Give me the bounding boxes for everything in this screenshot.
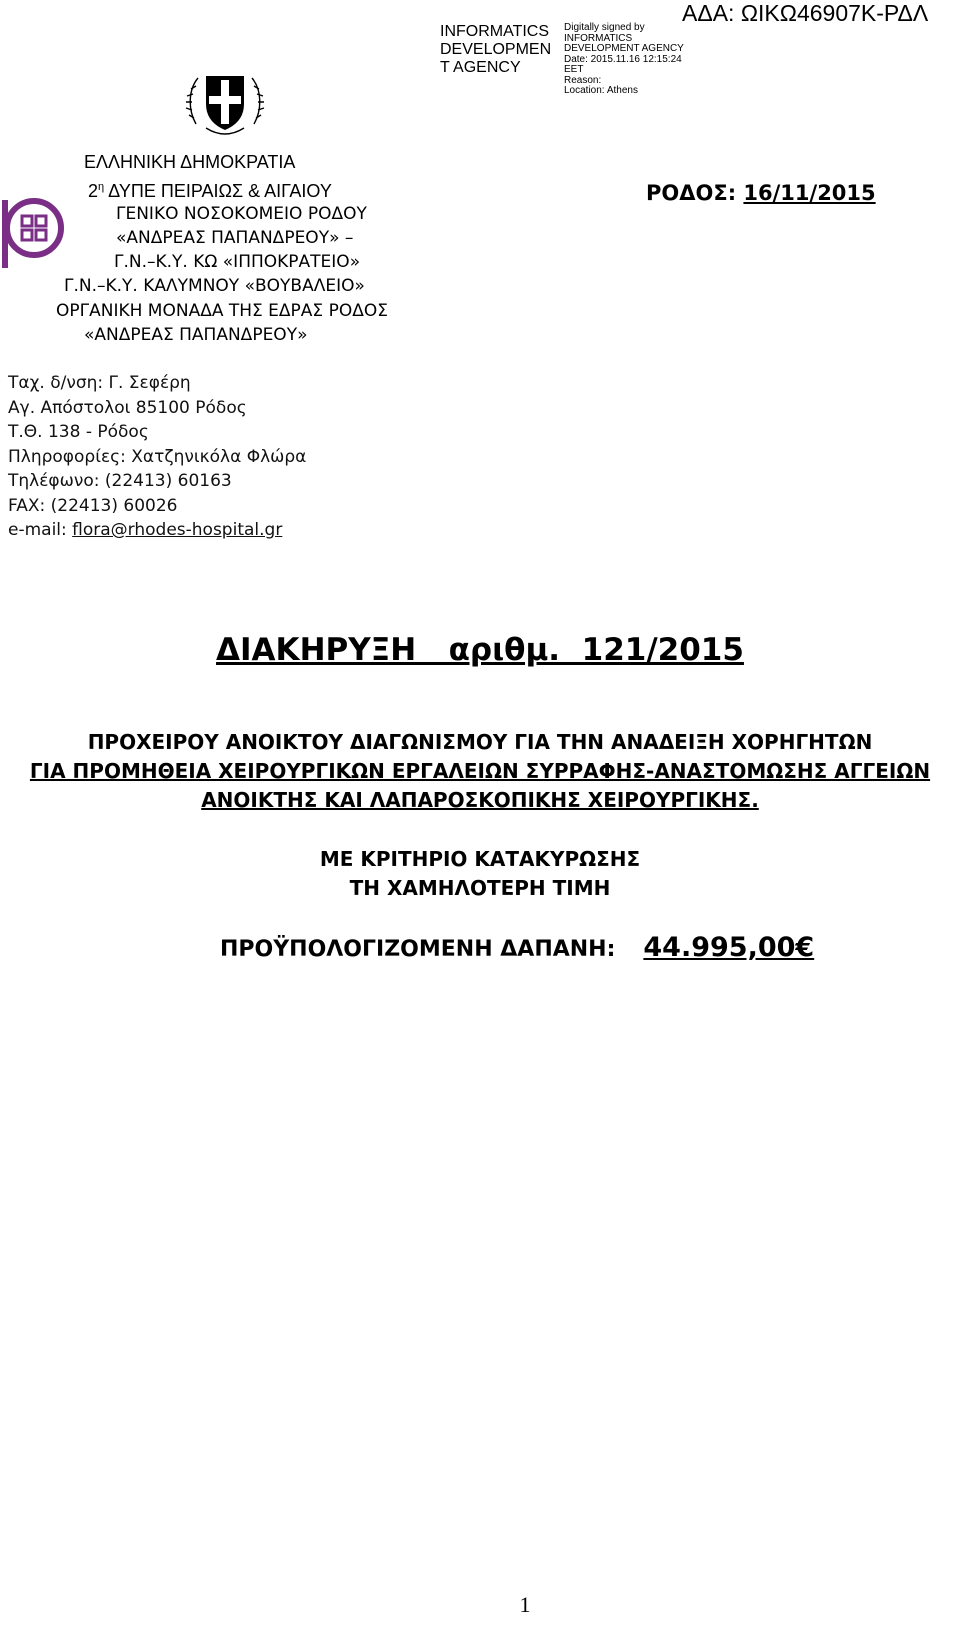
budget-line xyxy=(220,932,814,963)
page-number: 1 xyxy=(519,1592,531,1617)
contact-fax: FAX: (22413) 60026 xyxy=(8,495,178,516)
header-hospital-name-2: «ΑΝΔΡΕΑΣ ΠΑΠΑΝΔΡΕΟΥ» – xyxy=(116,228,354,248)
header-kalymnos-unit: Γ.Ν.–Κ.Υ. ΚΑΛΥΜΝΟΥ «ΒΟΥΒΑΛΕΙΟ» xyxy=(64,276,365,296)
signature-detail-line: DEVELOPMENT AGENCY xyxy=(564,43,684,54)
budget-amount: 44.995,00€ xyxy=(643,932,815,963)
signature-detail-line: Location: Athens xyxy=(564,85,638,96)
place-date xyxy=(646,181,876,205)
document-title: ΔΙΑΚΗΡΥΞΗ αριθμ. 121/2015 xyxy=(216,632,744,668)
contact-block xyxy=(8,371,306,543)
contact-info: Πληροφορίες: Χατζηνικόλα Φλώρα xyxy=(8,446,307,467)
signer-agency-line: DEVELOPMEN xyxy=(440,41,552,58)
header-republic: ΕΛΛΗΝΙΚΗ ΔΗΜΟΚΡΑΤΙΑ xyxy=(84,152,296,172)
signature-detail-line: Reason: xyxy=(564,74,602,86)
signature-detail-line: INFORMATICS xyxy=(564,32,633,44)
tender-subject xyxy=(0,728,960,815)
budget-label: ΠΡΟΫΠΟΛΟΓΙΖΟΜΕΝΗ ΔΑΠΑΝΗ: xyxy=(220,937,616,962)
subject-line: ΓΙΑ ΠΡΟΜΗΘΕΙΑ ΧΕΙΡΟΥΡΓΙΚΩΝ ΕΡΓΑΛΕΙΩΝ ΣΥΡΡΑΦΗΣ-ΑΝΑΣΤΟΜΩΣΗΣ ΑΓΓΕΙΩΝ xyxy=(29,759,931,783)
document-date: 16/11/2015 xyxy=(743,181,876,205)
contact-email-row xyxy=(8,518,306,543)
signer-agency-line: T AGENCY xyxy=(440,59,521,76)
greek-emblem-icon xyxy=(184,62,266,144)
signature-detail-line: Digitally signed by xyxy=(564,22,645,33)
header-kos-unit: Γ.Ν.–Κ.Υ. ΚΩ «ΙΠΠΟΚΡΑΤΕΙΟ» xyxy=(114,252,361,272)
header-region-number: 2 xyxy=(88,181,99,201)
header-region-name: ΔΥΠΕ ΠΕΙΡΑΙΩΣ & ΑΙΓΑΙΟΥ xyxy=(104,181,332,201)
place-label: ΡΟΔΟΣ: xyxy=(646,181,744,205)
contact-pobox: Τ.Θ. 138 - Ρόδος xyxy=(8,422,149,442)
signer-agency xyxy=(440,23,560,77)
header-organic-unit: ΟΡΓΑΝΙΚΗ ΜΟΝΑΔΑ ΤΗΣ ΕΔΡΑΣ ΡΟΔΟΣ xyxy=(56,301,388,321)
header-region-ordinal: η xyxy=(98,181,105,193)
digital-signature-details xyxy=(564,23,714,97)
contact-address: Ταχ. δ/νση: Γ. Σεφέρη xyxy=(8,373,191,393)
criteria-line: ΜΕ ΚΡΙΤΗΡΙΟ ΚΑΤΑΚΥΡΩΣΗΣ xyxy=(319,847,641,871)
contact-email-label: e-mail: xyxy=(8,520,73,540)
ada-code: ΑΔΑ: ΩΙΚΩ46907Κ-ΡΔΛ xyxy=(682,0,929,26)
contact-address-2: Αγ. Απόστολοι 85100 Ρόδος xyxy=(8,397,247,418)
contact-email-link[interactable]: flora@rhodes-hospital.gr xyxy=(72,520,283,540)
signature-detail-line: Date: 2015.11.16 12:15:24 xyxy=(564,53,682,65)
subject-line: ΠΡΟΧΕΙΡΟΥ ΑΝΟΙΚΤΟΥ ΔΙΑΓΩΝΙΣΜΟΥ ΓΙΑ ΤΗΝ ΑΝΑΔΕΙΞΗ ΧΟΡΗΓΗΤΩΝ xyxy=(87,730,873,754)
contact-phone: Τηλέφωνο: (22413) 60163 xyxy=(8,471,232,491)
header-hospital-name: ΓΕΝΙΚΟ ΝΟΣΟΚΟΜΕΙΟ ΡΟΔΟΥ xyxy=(116,204,367,224)
award-criteria xyxy=(0,845,960,903)
hospital-logo-icon xyxy=(0,198,68,270)
subject-line: ΑΝΟΙΚΤΗΣ ΚΑΙ ΛΑΠΑΡΟΣΚΟΠΙΚΗΣ ΧΕΙΡΟΥΡΓΙΚΗΣ. xyxy=(201,788,759,812)
signature-detail-line: EET xyxy=(564,64,584,75)
criteria-line: ΤΗ ΧΑΜΗΛΟΤΕΡΗ ΤΙΜΗ xyxy=(349,876,611,900)
header-health-region xyxy=(88,176,332,202)
signer-agency-line: INFORMATICS xyxy=(440,23,550,40)
header-organic-unit-2: «ΑΝΔΡΕΑΣ ΠΑΠΑΝΔΡΕΟΥ» xyxy=(84,325,308,345)
